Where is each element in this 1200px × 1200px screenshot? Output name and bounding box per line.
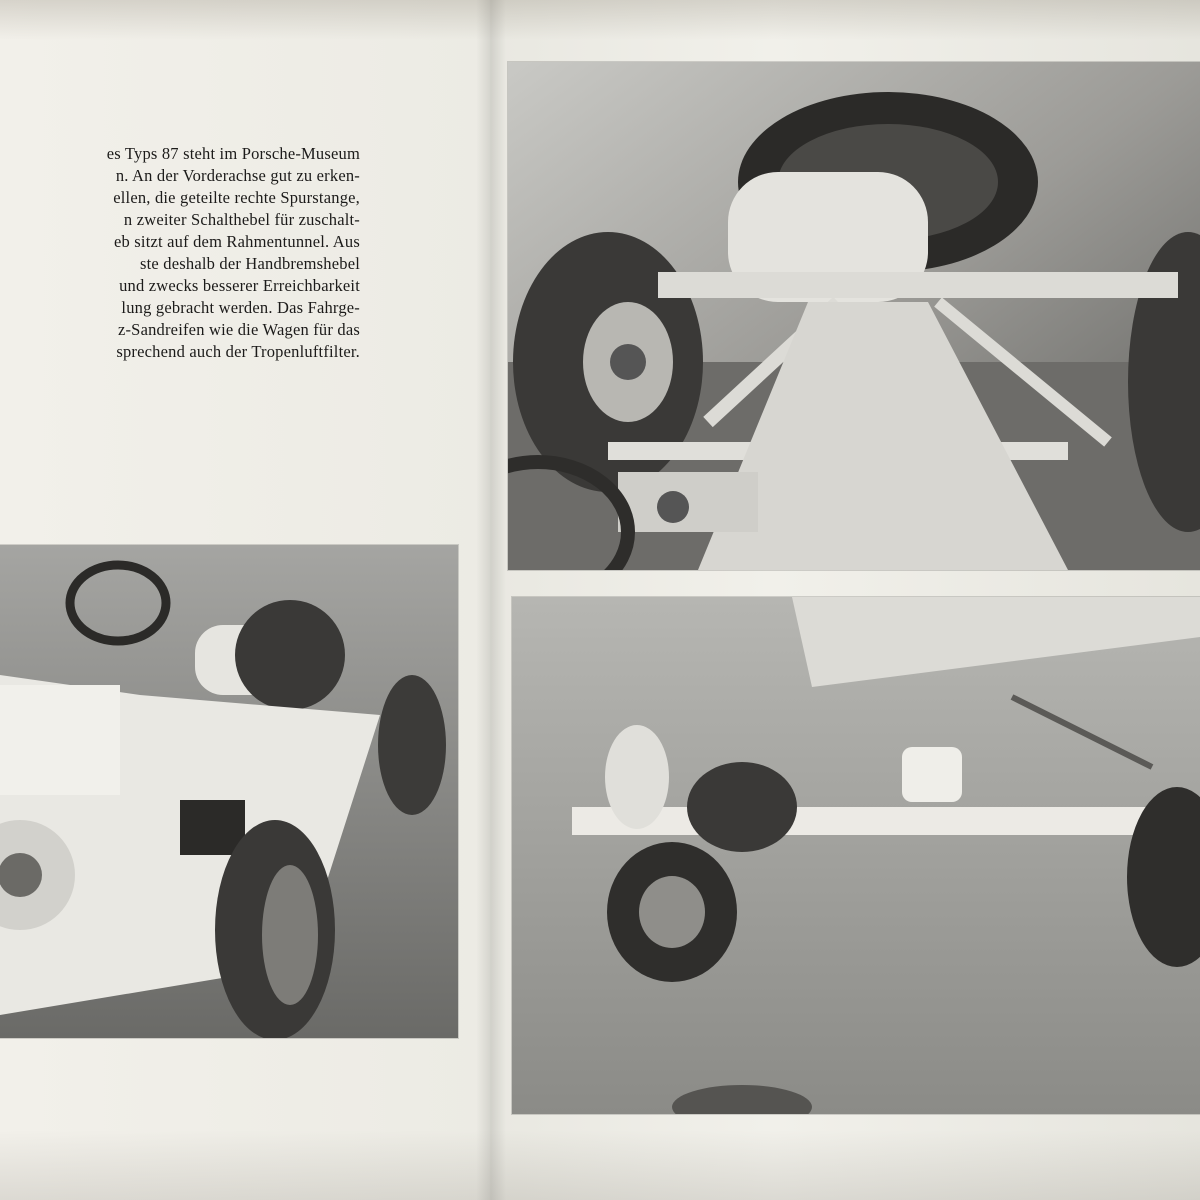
page-shadow-bottom [0, 1130, 1200, 1200]
photo-front-axle-image [508, 62, 1200, 570]
caption-line: sprechend auch der Tropenluftfilter. [116, 342, 360, 361]
photo-chassis-rear [0, 545, 458, 1038]
page-shadow-top [0, 0, 1200, 40]
photo-chassis-side [512, 597, 1200, 1114]
caption-line: es Typs 87 steht im Porsche-Museum [106, 144, 360, 163]
caption-line: und zwecks besserer Erreichbarkeit [119, 276, 360, 295]
caption-line: ellen, die geteilte rechte Spurstange, [113, 188, 360, 207]
photo-chassis-side-image [512, 597, 1200, 1114]
caption-line: eb sitzt auf dem Rahmentunnel. Aus [113, 232, 360, 251]
photo-front-axle [508, 62, 1200, 570]
caption-line: n. An der Vorderachse gut zu erken- [115, 166, 360, 185]
caption-line: n zweiter Schalthebel für zuschalt- [123, 210, 360, 229]
caption-line: z-Sandreifen wie die Wagen für das [117, 320, 360, 339]
caption-line: lung gebracht werden. Das Fahrge- [121, 298, 360, 317]
book-gutter [476, 0, 506, 1200]
caption-text [0, 143, 360, 363]
photo-chassis-rear-image [0, 545, 458, 1038]
caption-line: ste deshalb der Handbremshebel [140, 254, 360, 273]
